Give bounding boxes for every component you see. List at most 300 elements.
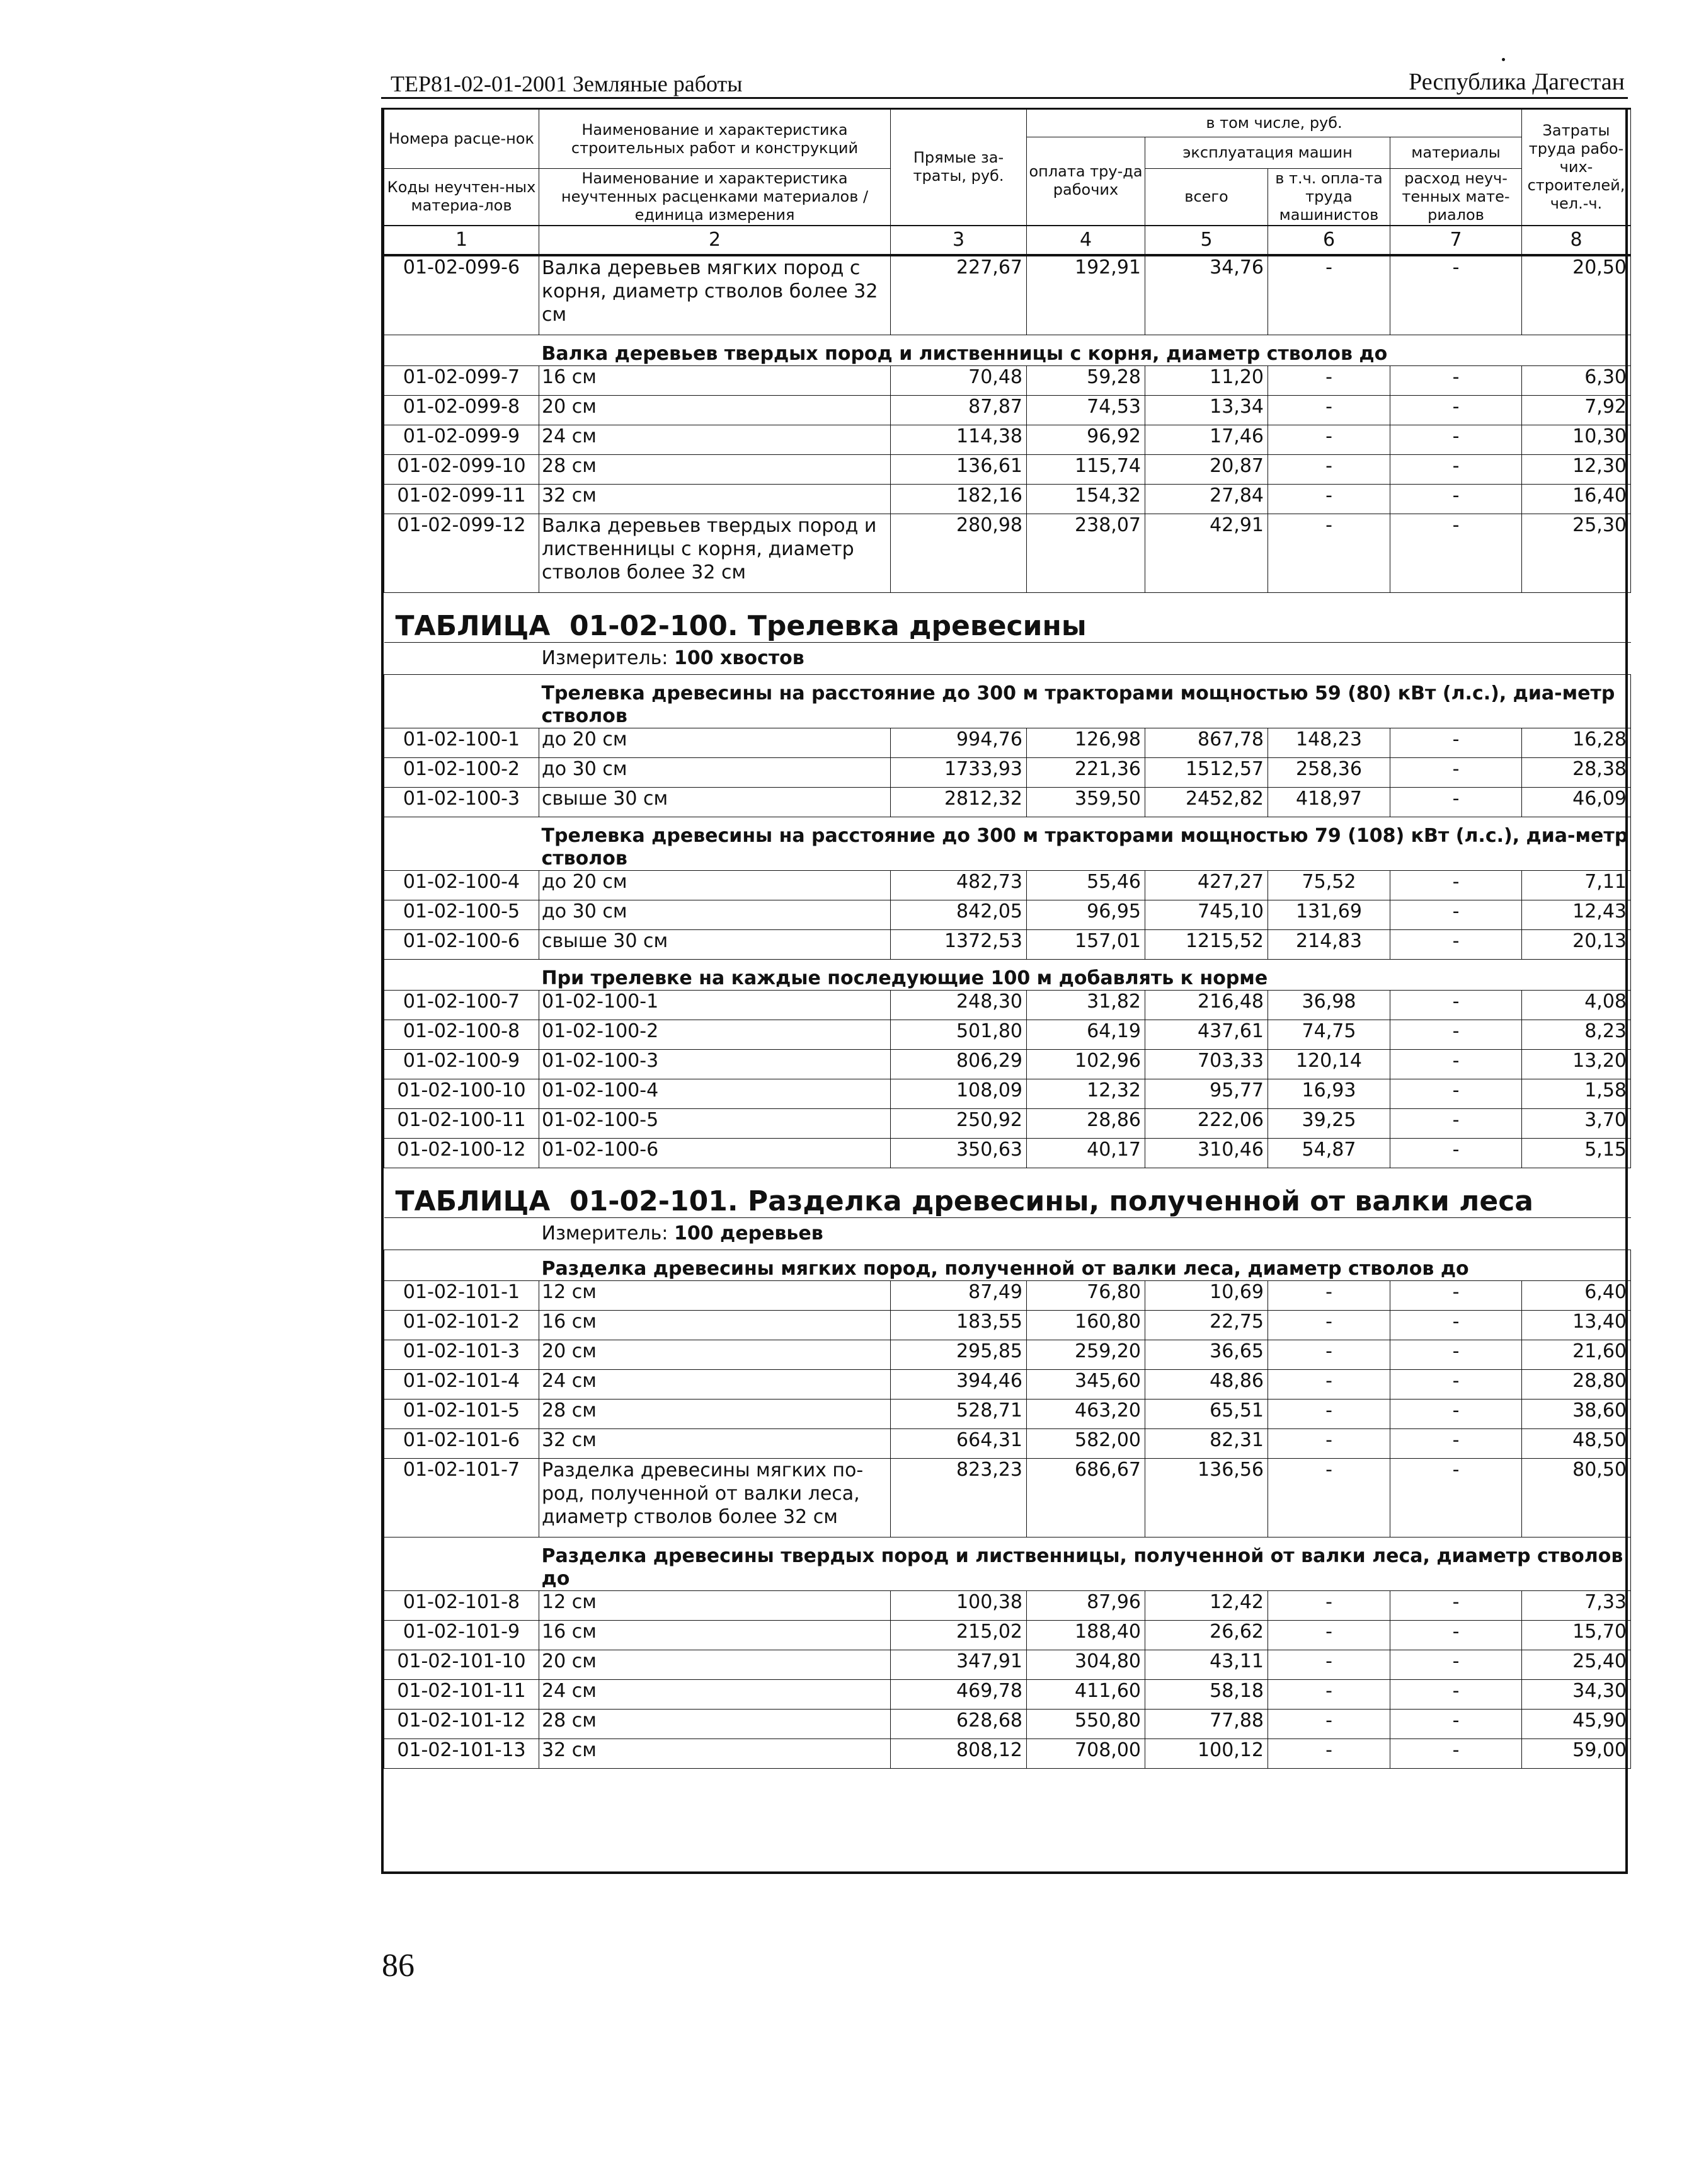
section-heading: Трелевка древесины на расстояние до 300 м тракторами мощностью 79 (108) кВт (л.с.), диа-метр стволов xyxy=(539,817,1631,870)
worker-wages: 28,86 xyxy=(1027,1108,1145,1138)
machines-total: 867,78 xyxy=(1145,728,1268,757)
operator-wages: - xyxy=(1268,1650,1390,1679)
rate-code: 01-02-101-11 xyxy=(384,1679,539,1709)
measure-value: 100 деревьев xyxy=(673,1222,823,1244)
labor-hours: 59,00 xyxy=(1522,1739,1631,1768)
table-row xyxy=(384,870,1631,900)
work-name: Разделка древесины мягких по-род, полученной от валки леса, диаметр стволов более 32 см xyxy=(539,1458,891,1537)
section-skidding-extra xyxy=(384,959,1631,990)
table-row xyxy=(384,1020,1631,1049)
direct-costs: 1733,93 xyxy=(891,757,1027,787)
table-row xyxy=(384,1458,1631,1537)
labor-hours: 3,70 xyxy=(1522,1108,1631,1138)
labor-hours: 80,50 xyxy=(1522,1458,1631,1537)
worker-wages: 582,00 xyxy=(1027,1428,1145,1458)
rate-code: 01-02-099-10 xyxy=(384,454,539,484)
machines-total: 10,69 xyxy=(1145,1280,1268,1310)
worker-wages: 345,60 xyxy=(1027,1369,1145,1399)
machines-total: 437,61 xyxy=(1145,1020,1268,1049)
table-row xyxy=(384,1310,1631,1340)
operator-wages: - xyxy=(1268,1620,1390,1650)
labor-hours: 12,30 xyxy=(1522,454,1631,484)
material-usage: - xyxy=(1390,1620,1522,1650)
direct-costs: 806,29 xyxy=(891,1049,1027,1079)
worker-wages: 154,32 xyxy=(1027,484,1145,514)
machines-total: 65,51 xyxy=(1145,1399,1268,1428)
material-usage: - xyxy=(1390,1020,1522,1049)
rate-code: 01-02-100-5 xyxy=(384,900,539,929)
table-row xyxy=(384,990,1631,1020)
rate-code: 01-02-100-8 xyxy=(384,1020,539,1049)
table-row xyxy=(384,1280,1631,1310)
labor-hours: 5,15 xyxy=(1522,1138,1631,1168)
machines-total: 222,06 xyxy=(1145,1108,1268,1138)
table-row xyxy=(384,1369,1631,1399)
labor-hours: 10,30 xyxy=(1522,425,1631,454)
rate-code: 01-02-100-3 xyxy=(384,787,539,817)
work-name: 20 см xyxy=(539,395,891,425)
work-name: 20 см xyxy=(539,1650,891,1679)
section-cutting-hard xyxy=(384,1537,1631,1590)
material-usage: - xyxy=(1390,929,1522,959)
operator-wages: - xyxy=(1268,1399,1390,1428)
table-row xyxy=(384,929,1631,959)
col-direct-costs-header: Прямые за-траты, руб. xyxy=(891,109,1027,226)
rate-code: 01-02-101-3 xyxy=(384,1340,539,1369)
col-code-header: Номера расце-нок xyxy=(384,109,539,169)
worker-wages: 87,96 xyxy=(1027,1590,1145,1620)
rate-code: 01-02-101-2 xyxy=(384,1310,539,1340)
work-name: 24 см xyxy=(539,1679,891,1709)
material-usage: - xyxy=(1390,1739,1522,1768)
labor-hours: 20,50 xyxy=(1522,255,1631,335)
rate-code: 01-02-100-9 xyxy=(384,1049,539,1079)
section-heading: При трелевке на каждые последующие 100 м добавлять к норме xyxy=(539,959,1631,990)
labor-hours: 38,60 xyxy=(1522,1399,1631,1428)
rate-code: 01-02-100-7 xyxy=(384,990,539,1020)
labor-hours: 16,40 xyxy=(1522,484,1631,514)
labor-hours: 28,80 xyxy=(1522,1369,1631,1399)
section-spacer xyxy=(384,1250,539,1280)
section-heading: Трелевка древесины на расстояние до 300 м тракторами мощностью 59 (80) кВт (л.с.), диа-метр стволов xyxy=(539,674,1631,728)
machines-total: 77,88 xyxy=(1145,1709,1268,1739)
table-row xyxy=(384,1049,1631,1079)
direct-costs: 823,23 xyxy=(891,1458,1027,1537)
direct-costs: 250,92 xyxy=(891,1108,1027,1138)
col-material-code-header: Коды неучтен-ных материа-лов xyxy=(384,169,539,226)
worker-wages: 708,00 xyxy=(1027,1739,1145,1768)
direct-costs: 114,38 xyxy=(891,425,1027,454)
rate-code: 01-02-100-12 xyxy=(384,1138,539,1168)
worker-wages: 304,80 xyxy=(1027,1650,1145,1679)
table-measure xyxy=(384,1217,1631,1250)
rate-code: 01-02-100-2 xyxy=(384,757,539,787)
block-cutting-soft xyxy=(384,1280,1631,1537)
work-name: 12 см xyxy=(539,1280,891,1310)
table-label: ТАБЛИЦА xyxy=(395,1185,551,1217)
machines-total: 20,87 xyxy=(1145,454,1268,484)
header-rule xyxy=(381,97,1628,99)
material-usage: - xyxy=(1390,1650,1522,1679)
section-heading: Разделка древесины твердых пород и лиственницы, полученной от валки леса, диаметр стволов до xyxy=(539,1537,1631,1590)
operator-wages: 36,98 xyxy=(1268,990,1390,1020)
work-name: 32 см xyxy=(539,1739,891,1768)
table-row xyxy=(384,1650,1631,1679)
worker-wages: 102,96 xyxy=(1027,1049,1145,1079)
worker-wages: 221,36 xyxy=(1027,757,1145,787)
machines-total: 703,33 xyxy=(1145,1049,1268,1079)
direct-costs: 664,31 xyxy=(891,1428,1027,1458)
rate-code: 01-02-101-5 xyxy=(384,1399,539,1428)
section-felling-hard xyxy=(384,335,1631,365)
measure-label: Измеритель: xyxy=(541,1222,668,1244)
material-usage: - xyxy=(1390,1340,1522,1369)
machines-total: 36,65 xyxy=(1145,1340,1268,1369)
table-row xyxy=(384,1679,1631,1709)
worker-wages: 40,17 xyxy=(1027,1138,1145,1168)
direct-costs: 87,49 xyxy=(891,1280,1027,1310)
material-usage: - xyxy=(1390,1399,1522,1428)
operator-wages: 258,36 xyxy=(1268,757,1390,787)
machines-total: 17,46 xyxy=(1145,425,1268,454)
measure-label: Измеритель: xyxy=(541,647,668,669)
operator-wages: - xyxy=(1268,1590,1390,1620)
machines-total: 26,62 xyxy=(1145,1620,1268,1650)
material-usage: - xyxy=(1390,1280,1522,1310)
section-spacer xyxy=(384,1537,539,1590)
machines-total: 745,10 xyxy=(1145,900,1268,929)
rate-code: 01-02-100-4 xyxy=(384,870,539,900)
worker-wages: 259,20 xyxy=(1027,1340,1145,1369)
material-usage: - xyxy=(1390,787,1522,817)
col-machines-header: эксплуатация машин xyxy=(1145,137,1390,169)
labor-hours: 7,33 xyxy=(1522,1590,1631,1620)
direct-costs: 394,46 xyxy=(891,1369,1027,1399)
col-number: 4 xyxy=(1027,226,1145,255)
table-row xyxy=(384,255,1631,335)
direct-costs: 248,30 xyxy=(891,990,1027,1020)
direct-costs: 2812,32 xyxy=(891,787,1027,817)
machines-total: 1512,57 xyxy=(1145,757,1268,787)
operator-wages: 120,14 xyxy=(1268,1049,1390,1079)
machines-total: 11,20 xyxy=(1145,365,1268,395)
worker-wages: 160,80 xyxy=(1027,1310,1145,1340)
worker-wages: 188,40 xyxy=(1027,1620,1145,1650)
operator-wages: - xyxy=(1268,1709,1390,1739)
table-name: 01-02-100. Трелевка древесины xyxy=(569,609,1087,642)
material-usage: - xyxy=(1390,1079,1522,1108)
table-label: ТАБЛИЦА xyxy=(395,609,551,642)
table-row xyxy=(384,484,1631,514)
direct-costs: 842,05 xyxy=(891,900,1027,929)
work-name: Валка деревьев мягких пород с корня, диаметр стволов более 32 см xyxy=(539,255,891,335)
section-spacer xyxy=(384,674,539,728)
worker-wages: 76,80 xyxy=(1027,1280,1145,1310)
col-material-usage-header: расход неуч-тенных мате-риалов xyxy=(1390,169,1522,226)
col-machines-total-header: всего xyxy=(1145,169,1268,226)
direct-costs: 501,80 xyxy=(891,1020,1027,1049)
rate-code: 01-02-099-11 xyxy=(384,484,539,514)
block-skidding-extra xyxy=(384,990,1631,1168)
work-name: свыше 30 см xyxy=(539,787,891,817)
labor-hours: 7,92 xyxy=(1522,395,1631,425)
material-usage: - xyxy=(1390,255,1522,335)
operator-wages: - xyxy=(1268,454,1390,484)
direct-costs: 808,12 xyxy=(891,1739,1027,1768)
material-usage: - xyxy=(1390,1709,1522,1739)
rate-code: 01-02-101-4 xyxy=(384,1369,539,1399)
labor-hours: 48,50 xyxy=(1522,1428,1631,1458)
work-name: 24 см xyxy=(539,1369,891,1399)
direct-costs: 136,61 xyxy=(891,454,1027,484)
labor-hours: 4,08 xyxy=(1522,990,1631,1020)
operator-wages: - xyxy=(1268,1340,1390,1369)
table-row xyxy=(384,1108,1631,1138)
direct-costs: 183,55 xyxy=(891,1310,1027,1340)
table-row xyxy=(384,1709,1631,1739)
direct-costs: 528,71 xyxy=(891,1399,1027,1428)
table-row xyxy=(384,454,1631,484)
rate-code: 01-02-101-8 xyxy=(384,1590,539,1620)
table-row xyxy=(384,395,1631,425)
work-name: 01-02-100-4 xyxy=(539,1079,891,1108)
labor-hours: 15,70 xyxy=(1522,1620,1631,1650)
labor-hours: 13,40 xyxy=(1522,1310,1631,1340)
col-wages-header: оплата тру-да рабочих xyxy=(1027,137,1145,226)
price-table-frame xyxy=(381,108,1628,1874)
material-usage: - xyxy=(1390,1590,1522,1620)
work-name: 01-02-100-5 xyxy=(539,1108,891,1138)
rate-code: 01-02-099-7 xyxy=(384,365,539,395)
worker-wages: 359,50 xyxy=(1027,787,1145,817)
table-row xyxy=(384,1340,1631,1369)
table-row xyxy=(384,514,1631,592)
work-name: Валка деревьев твердых пород и лиственницы с корня, диаметр стволов более 32 см xyxy=(539,514,891,592)
direct-costs: 1372,53 xyxy=(891,929,1027,959)
machines-total: 58,18 xyxy=(1145,1679,1268,1709)
labor-hours: 13,20 xyxy=(1522,1049,1631,1079)
operator-wages: 54,87 xyxy=(1268,1138,1390,1168)
machines-total: 27,84 xyxy=(1145,484,1268,514)
labor-hours: 25,40 xyxy=(1522,1650,1631,1679)
col-materials-header: материалы xyxy=(1390,137,1522,169)
table-name: 01-02-101. Разделка древесины, полученной от валки леса xyxy=(569,1185,1533,1217)
section-spacer xyxy=(384,959,539,990)
block-cutting-hard xyxy=(384,1590,1631,1768)
labor-hours: 21,60 xyxy=(1522,1340,1631,1369)
material-usage: - xyxy=(1390,454,1522,484)
table-row xyxy=(384,425,1631,454)
material-usage: - xyxy=(1390,757,1522,787)
operator-wages: - xyxy=(1268,425,1390,454)
machines-total: 13,34 xyxy=(1145,395,1268,425)
material-usage: - xyxy=(1390,365,1522,395)
operator-wages: 418,97 xyxy=(1268,787,1390,817)
operator-wages: 16,93 xyxy=(1268,1079,1390,1108)
section-spacer xyxy=(384,335,539,365)
material-usage: - xyxy=(1390,1310,1522,1340)
machines-total: 136,56 xyxy=(1145,1458,1268,1537)
machines-total: 95,77 xyxy=(1145,1079,1268,1108)
work-name: 16 см xyxy=(539,1310,891,1340)
machines-total: 100,12 xyxy=(1145,1739,1268,1768)
work-name: 01-02-100-1 xyxy=(539,990,891,1020)
col-operator-wages-header: в т.ч. опла-та труда машинистов xyxy=(1268,169,1390,226)
operator-wages: - xyxy=(1268,365,1390,395)
rate-code: 01-02-099-12 xyxy=(384,514,539,592)
labor-hours: 7,11 xyxy=(1522,870,1631,900)
operator-wages: 131,69 xyxy=(1268,900,1390,929)
work-name: 16 см xyxy=(539,365,891,395)
work-name: до 30 см xyxy=(539,757,891,787)
operator-wages: - xyxy=(1268,484,1390,514)
direct-costs: 482,73 xyxy=(891,870,1027,900)
section-heading: Разделка древесины мягких пород, полученной от валки леса, диаметр стволов до xyxy=(539,1250,1631,1280)
direct-costs: 227,67 xyxy=(891,255,1027,335)
block-felling-soft xyxy=(384,255,1631,335)
operator-wages: - xyxy=(1268,1458,1390,1537)
labor-hours: 46,09 xyxy=(1522,787,1631,817)
block-skidding-79kw xyxy=(384,870,1631,959)
rate-code: 01-02-099-8 xyxy=(384,395,539,425)
operator-wages: 214,83 xyxy=(1268,929,1390,959)
operator-wages: - xyxy=(1268,1428,1390,1458)
table-row xyxy=(384,1399,1631,1428)
machines-total: 1215,52 xyxy=(1145,929,1268,959)
machines-total: 310,46 xyxy=(1145,1138,1268,1168)
material-usage: - xyxy=(1390,728,1522,757)
worker-wages: 74,53 xyxy=(1027,395,1145,425)
work-name: до 30 см xyxy=(539,900,891,929)
rate-code: 01-02-100-1 xyxy=(384,728,539,757)
work-name: до 20 см xyxy=(539,728,891,757)
material-usage: - xyxy=(1390,1458,1522,1537)
col-name-header: Наименование и характеристика строительных работ и конструкций xyxy=(539,109,891,169)
rate-code: 01-02-100-11 xyxy=(384,1108,539,1138)
col-number: 5 xyxy=(1145,226,1268,255)
work-name: до 20 см xyxy=(539,870,891,900)
table-title xyxy=(384,1168,1631,1217)
table-row xyxy=(384,900,1631,929)
operator-wages: - xyxy=(1268,1739,1390,1768)
labor-hours: 45,90 xyxy=(1522,1709,1631,1739)
price-table xyxy=(384,108,1631,1769)
material-usage: - xyxy=(1390,1679,1522,1709)
material-usage: - xyxy=(1390,1049,1522,1079)
direct-costs: 994,76 xyxy=(891,728,1027,757)
worker-wages: 686,67 xyxy=(1027,1458,1145,1537)
labor-hours: 8,23 xyxy=(1522,1020,1631,1049)
rate-code: 01-02-101-9 xyxy=(384,1620,539,1650)
work-name: 32 см xyxy=(539,1428,891,1458)
table-row xyxy=(384,787,1631,817)
rate-code: 01-02-101-10 xyxy=(384,1650,539,1679)
labor-hours: 6,40 xyxy=(1522,1280,1631,1310)
stray-dot xyxy=(1502,58,1505,61)
column-numbers-row xyxy=(384,226,1631,255)
worker-wages: 12,32 xyxy=(1027,1079,1145,1108)
material-usage: - xyxy=(1390,870,1522,900)
labor-hours: 16,28 xyxy=(1522,728,1631,757)
work-name: 01-02-100-6 xyxy=(539,1138,891,1168)
work-name: 24 см xyxy=(539,425,891,454)
worker-wages: 157,01 xyxy=(1027,929,1145,959)
col-number: 3 xyxy=(891,226,1027,255)
operator-wages: - xyxy=(1268,1679,1390,1709)
section-skidding-79kw xyxy=(384,817,1631,870)
material-usage: - xyxy=(1390,514,1522,592)
worker-wages: 411,60 xyxy=(1027,1679,1145,1709)
labor-hours: 6,30 xyxy=(1522,365,1631,395)
direct-costs: 469,78 xyxy=(891,1679,1027,1709)
machines-total: 48,86 xyxy=(1145,1369,1268,1399)
machines-total: 43,11 xyxy=(1145,1650,1268,1679)
table-row xyxy=(384,1620,1631,1650)
operator-wages: 39,25 xyxy=(1268,1108,1390,1138)
table-measure xyxy=(384,642,1631,674)
rate-code: 01-02-101-6 xyxy=(384,1428,539,1458)
operator-wages: - xyxy=(1268,255,1390,335)
worker-wages: 238,07 xyxy=(1027,514,1145,592)
table-101-heading xyxy=(384,1168,1631,1280)
worker-wages: 55,46 xyxy=(1027,870,1145,900)
table-row xyxy=(384,1428,1631,1458)
work-name: 16 см xyxy=(539,1620,891,1650)
rate-code: 01-02-099-6 xyxy=(384,255,539,335)
section-spacer xyxy=(384,817,539,870)
rate-code: 01-02-101-7 xyxy=(384,1458,539,1537)
direct-costs: 295,85 xyxy=(891,1340,1027,1369)
table-row xyxy=(384,728,1631,757)
col-number: 2 xyxy=(539,226,891,255)
material-usage: - xyxy=(1390,1428,1522,1458)
labor-hours: 25,30 xyxy=(1522,514,1631,592)
work-name: 32 см xyxy=(539,484,891,514)
operator-wages: - xyxy=(1268,514,1390,592)
work-name: 28 см xyxy=(539,454,891,484)
table-row xyxy=(384,1590,1631,1620)
labor-hours: 20,13 xyxy=(1522,929,1631,959)
labor-hours: 28,38 xyxy=(1522,757,1631,787)
operator-wages: 74,75 xyxy=(1268,1020,1390,1049)
work-name: 20 см xyxy=(539,1340,891,1369)
table-title xyxy=(384,592,1631,642)
machines-total: 82,31 xyxy=(1145,1428,1268,1458)
work-name: 01-02-100-2 xyxy=(539,1020,891,1049)
table-row xyxy=(384,1079,1631,1108)
rate-code: 01-02-101-1 xyxy=(384,1280,539,1310)
labor-hours: 34,30 xyxy=(1522,1679,1631,1709)
material-usage: - xyxy=(1390,900,1522,929)
machines-total: 2452,82 xyxy=(1145,787,1268,817)
rate-code: 01-02-101-13 xyxy=(384,1739,539,1768)
direct-costs: 108,09 xyxy=(891,1079,1027,1108)
operator-wages: - xyxy=(1268,1369,1390,1399)
worker-wages: 126,98 xyxy=(1027,728,1145,757)
material-usage: - xyxy=(1390,1108,1522,1138)
operator-wages: 148,23 xyxy=(1268,728,1390,757)
work-name: свыше 30 см xyxy=(539,929,891,959)
page-number: 86 xyxy=(382,1948,415,1984)
running-header-title: ТЕР81-02-01-2001 Земляные работы xyxy=(391,71,743,96)
direct-costs: 350,63 xyxy=(891,1138,1027,1168)
worker-wages: 96,92 xyxy=(1027,425,1145,454)
material-usage: - xyxy=(1390,1138,1522,1168)
work-name: 01-02-100-3 xyxy=(539,1049,891,1079)
rate-code: 01-02-100-6 xyxy=(384,929,539,959)
operator-wages: - xyxy=(1268,1280,1390,1310)
material-usage: - xyxy=(1390,425,1522,454)
